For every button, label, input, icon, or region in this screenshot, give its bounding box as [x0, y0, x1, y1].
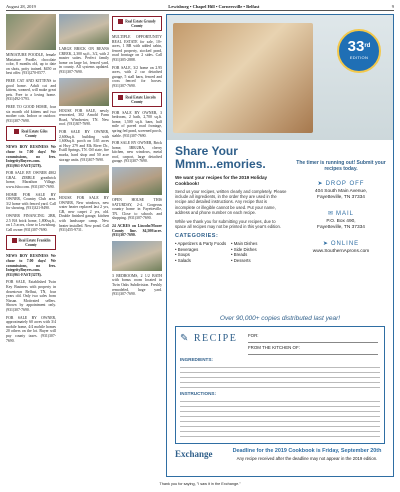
utensils-icon: ✎: [180, 333, 194, 344]
classified-ad: FOR SALE, Established Twin Key Business with property in downtown Belfast, TN, four years old. Only two sales from Nissan. Motivated sellers. Shown by appointment only. (931)307-7690.: [6, 280, 56, 312]
house-photo: [59, 14, 109, 44]
arrow-icon: ➤: [317, 181, 324, 187]
header-publication: Lewisburg • Chapel Hill • Cornersville • Belfast: [168, 4, 260, 9]
classified-ad: NEWS BOY BUSINESS We chose to 7.00 days! We commissions, no fees. IntegrityBuyers.com. (931)961-FAST(3278).: [6, 145, 56, 168]
recipe-form: [175, 326, 385, 444]
classified-ad: OWNER FINANCING 2BR, 2.5 BA brick home, 1,800sq.ft., on 1.5 acres, close to Lewisburg. Call owner (931)307-7690.: [6, 214, 56, 232]
online-url[interactable]: www.SouthernAprons.com: [312, 249, 370, 254]
classified-ad: 24 ACRES on Lincoln/Moore County line. $4,500/acre. (931)307-7690.: [112, 224, 162, 238]
classified-ad: OPEN HOUSE THIS SATURDAY, 2-4. Gorgeous country home in Fayetteville, TN. Close to schools and shopping. (931)307-7690.: [112, 198, 162, 221]
classified-ad: FREE CAT AND KITTENS to good home. Adult cat and kittens, weaned, will make great pets. Free to a loving home. (931)492-5793.: [6, 78, 56, 102]
ingredients-lines[interactable]: [180, 363, 380, 388]
exchange-logo: Exchange: [175, 449, 213, 459]
timer-callout: The timer is running out! Submit your recipes today.: [296, 160, 386, 172]
promo-text: [175, 145, 287, 263]
classified-ad: HOUSE FOR SALE, newly renovated, 302 Arnold Farm Road, Winchester, TN. New roof. (931)307-7690.: [59, 108, 109, 127]
classified-ad: NEWS BOY BUSINESS We chose to 7.00 days! We commissions, no fees. IntegrityBuyers.com. (931)961-FAST(3278).: [6, 254, 56, 277]
house-icon: [14, 129, 19, 134]
category-item: • Main Dishes: [231, 241, 258, 247]
category-item: • Appetizers & Party Foods: [175, 241, 227, 247]
classifieds-column-1: [6, 14, 56, 478]
mail-address: P.O. Box 490,: [326, 219, 356, 224]
section-label: Real Estate Franklin County: [6, 235, 56, 250]
house-icon: [12, 238, 17, 243]
promo-banner: [167, 15, 393, 140]
pet-photo: [6, 14, 56, 50]
deadline-date: Deadline for the 2019 Cookbook is Friday, September 20th: [232, 448, 382, 454]
classifieds-column-2: [59, 14, 109, 478]
classified-ad: FREE TO GOOD HOME, four six month old kittens and two mother cats. Indoor or outdoor. (931)307-7690.: [6, 104, 56, 123]
classified-ad: MULTIPLE OPPORTUNITY REAL ESTATE for sale, 10+ acres, 1 BR with added cabin, fenced property, stocked pond, road frontage on 2 sides. Call (931)305-2888.: [112, 35, 162, 62]
deadline-note: Any recipe received after the deadline may not appear in the 2019 edition.: [236, 456, 378, 461]
house-icon: [118, 95, 123, 100]
cookbook-promo: [166, 14, 394, 477]
page-footer: Thank you for saying, "I saw it in the Exchange.": [159, 482, 241, 486]
categories-title: CATEGORIES:: [175, 233, 219, 240]
house-photo: [59, 78, 109, 106]
house-photo: [59, 165, 109, 193]
category-item: • Salads: [175, 257, 191, 263]
badge-number: 33: [347, 38, 365, 55]
classified-ad: FOR SALE BY OWNER 4802 GRAL ZIRBLE greatbrick home, Marathon Village. www.fsbo.com. (931)307-7690.: [6, 171, 56, 190]
category-item: • Desserts: [231, 257, 251, 263]
edition-badge: [337, 29, 381, 73]
promo-heading: Share Your Mmm...emories.: [175, 144, 266, 171]
classified-ad: FOR SALE, 3/2 home on 2.95 acres, with 2 car detached garage, 5 stall barn, fenced and cross fenced for horses. (931)307-7690.: [112, 65, 162, 88]
instructions-lines[interactable]: [180, 397, 380, 437]
house-icon: [118, 19, 123, 24]
category-item: • Soups: [175, 252, 190, 258]
classified-ad: FOR SALE BY OWNER, 2,600sq.ft. building with 1,600sq.ft. porch on 3.65 acres at Hwy 279 and Elk River Dr., Estill Springs, TN. Off state, fire marks, hard shop and 50 acre storage units. (931)307-7690.: [59, 129, 109, 162]
submission-methods: [293, 160, 389, 264]
recipe-form-title: ✎ RECIPE: [180, 333, 238, 344]
online-method: ➤ ONLINE www.SouthernAprons.com: [293, 240, 389, 255]
from-field[interactable]: [248, 350, 378, 355]
ingredients-label: INGREDIENTS:: [180, 357, 213, 362]
classified-ad: LARGE BRICK ON BEANS CREEK, 2,300 sq.ft., 3/2, with 2 master suites. Perfect family home on large lot, fenced yard, in county. All systems updated. (931)307-7690.: [59, 47, 109, 74]
drop-off-city: Fayetteville, TN 37334: [317, 195, 365, 200]
for-field[interactable]: [248, 338, 378, 343]
category-item: • Side Dishes: [231, 246, 257, 252]
classified-ad: FOR SALE BY OWNER, Brick home, 3BR/2BA, cherry kitchen, new windows, metal roof, carport, large detached garage. (931)307-7690.: [112, 141, 162, 164]
mail-city: Fayetteville, TN 37334: [317, 225, 365, 230]
classifieds-column-3: [112, 14, 162, 478]
mail-method: ✉ MAIL P.O. Box 490, Fayetteville, TN 37334: [293, 210, 389, 231]
house-photo: [112, 241, 162, 271]
cookbook-photo: [173, 23, 313, 133]
copies-callout: Over 90,000+ copies distributed last year!: [219, 315, 341, 322]
recipe-for-fields: [248, 333, 378, 355]
category-item: • Beverages: [175, 246, 199, 252]
house-photo: [112, 167, 162, 195]
classified-ad: HOUSE FOR SALE BY OWNER, New windows, new water heater replaced last 2 yrs, GR, new carpet 2 yrs, old. Double finished garage, kitchen with landscape camp. New heater installed. New pond. Call (931)455-9731.: [59, 196, 109, 233]
classified-ad: 3 BEDROOMS, 2 1/2 BATH with bonus room located in Twin Oaks Subdivision. Freshly remodeled, large yard. (931)307-7690.: [112, 273, 162, 297]
promo-paragraph: Send us your recipes, written clearly and completely. Please include all ingredients, in the order they are used in the recipe and detailed instructions. Any recipe that is incomplete or illegible cannot be used. Put your name, address and phone number on each recipe.: [175, 189, 287, 215]
promo-lead: We want your recipes for the 2019 Holiday Cookbook!: [175, 175, 268, 186]
envelope-icon: ✉: [327, 211, 334, 217]
section-label: Real Estate Giles County: [6, 126, 56, 141]
badge-label: EDITION: [349, 55, 369, 60]
classified-ad: HOME FOR SALE BY OWNER, Country Club area. 3/2 home with fenced yard. Call for showing. (931)321-8490.: [6, 192, 56, 211]
instructions-label: INSTRUCTIONS:: [180, 391, 216, 396]
category-item: • Breads: [231, 252, 248, 258]
categories-list: [175, 241, 287, 263]
section-label: Real Estate Grundy County: [112, 16, 162, 31]
header-date: August 28, 2019: [6, 4, 36, 9]
promo-paragraph: While we thank you for submitting your recipes, due to space all recipes may not be printed in this year's edition.: [175, 219, 282, 230]
cursor-icon: ➤: [322, 241, 329, 247]
section-label: Real Estate Lincoln County: [112, 92, 162, 107]
drop-off-method: ➤ DROP OFF 404 South Main Avenue, Fayetteville, TN 37334: [293, 180, 389, 201]
classified-ad: FOR SALE BY OWNER, approximately 60 acres with 3/4 mobile home, 4/4 mobile homes 20 others on the lot. Buyer will pay county taxes. (931)307-7690.: [6, 315, 56, 343]
badge-suffix: rd: [364, 43, 371, 49]
drop-off-address: 404 South Main Avenue,: [314, 189, 368, 194]
classified-ad: MINIATURE POODLE, female Miniature Poodle, chocolate color, 8 months old, up to date on shots, potty trained. $450 or best offer. (931)270-0577.: [6, 53, 56, 76]
for-label: FOR:: [248, 333, 259, 338]
header-page-number: 9: [391, 4, 394, 9]
from-label: FROM THE KITCHEN OF:: [248, 345, 300, 350]
page-header: [6, 3, 394, 11]
classified-ad: FOR SALE BY OWNER, 3 bedroom, 2 bath, 2,700 sq.ft. home, 1,500 sq.ft. barn, half mile of paved road frontage, spring fed pond, screened porch, stable. (931)307-7690.: [112, 110, 162, 138]
deadline-notice: [229, 448, 385, 461]
